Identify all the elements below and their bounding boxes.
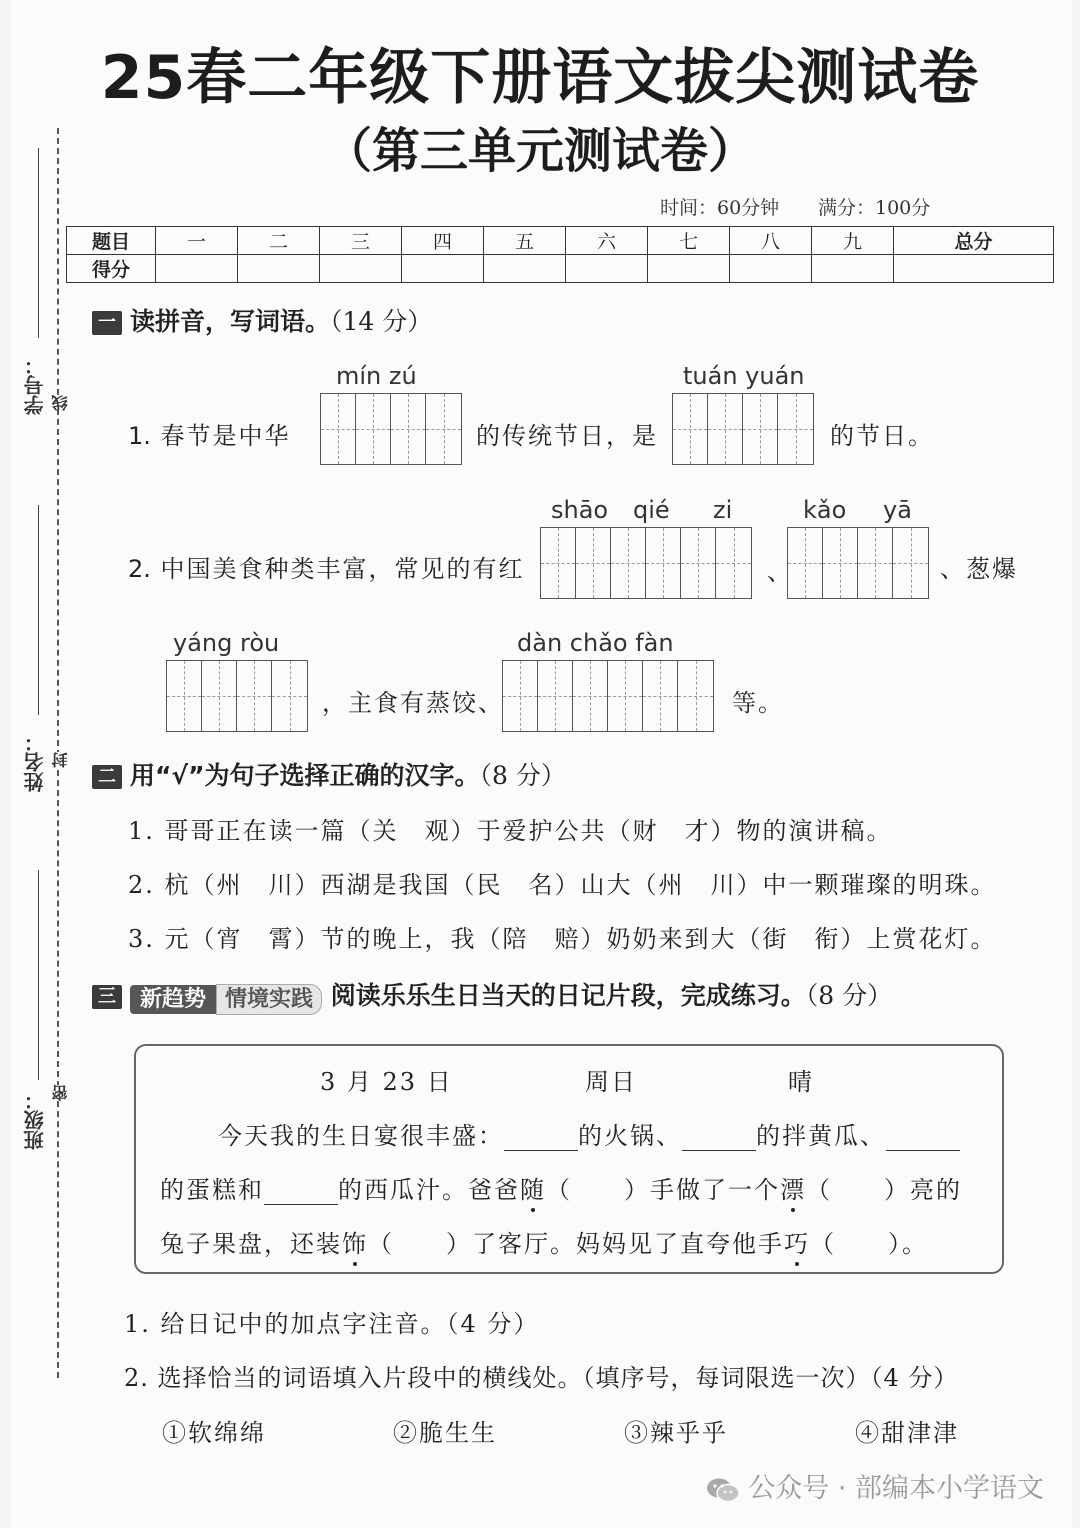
exam-title: 25春二年级下册语文拔尖测试卷 <box>100 43 980 113</box>
char-grid-danchaofan[interactable] <box>502 660 714 732</box>
char-cell[interactable] <box>237 661 272 731</box>
dotted-char: 巧 <box>784 1230 810 1258</box>
name-line[interactable] <box>38 505 39 715</box>
student-no-label: 学号： <box>23 355 47 415</box>
char-cell[interactable] <box>716 528 751 598</box>
score-header-cell: 七 <box>648 227 730 255</box>
question-text: 中国美食种类丰富，常见的有红 <box>160 555 525 583</box>
pinyin-minzu: mín zú <box>336 362 417 390</box>
diary-weather: 晴 <box>788 1068 814 1096</box>
char-grid-yangrou[interactable] <box>166 660 308 732</box>
score-cell[interactable] <box>730 255 812 283</box>
score-header-cell: 九 <box>812 227 894 255</box>
score-cell[interactable] <box>238 255 320 283</box>
question-text: 、 <box>767 558 793 586</box>
char-cell[interactable] <box>202 661 237 731</box>
diary-line-2 <box>160 1170 962 1205</box>
score-header-cell: 二 <box>238 227 320 255</box>
score-header-cell: 题目 <box>67 227 156 255</box>
student-no-line[interactable] <box>38 148 39 338</box>
char-cell[interactable] <box>823 528 858 598</box>
section-2-heading <box>92 756 566 792</box>
section-1-number: 一 <box>92 311 122 335</box>
char-cell[interactable] <box>391 394 426 464</box>
score-cell[interactable] <box>484 255 566 283</box>
score-table <box>66 226 1054 283</box>
char-cell[interactable] <box>541 528 576 598</box>
seal-mark-line: 线 <box>51 395 70 411</box>
score-header-cell: 总分 <box>894 227 1054 255</box>
char-cell[interactable] <box>893 528 928 598</box>
char-cell[interactable] <box>356 394 391 464</box>
section-3-question-1: 1. 给日记中的加点字注音。（4 分） <box>124 1310 540 1338</box>
dotted-char: 随 <box>520 1176 546 1204</box>
char-cell[interactable] <box>321 394 356 464</box>
pinyin-tuanyuan: tuán yuán <box>683 362 805 390</box>
section-2-item: 1. 哥哥正在读一篇（关 观）于爱护公共（财 才）物的演讲稿。 <box>128 817 893 845</box>
question-number: 2. <box>128 555 151 583</box>
name-label: 姓名： <box>23 732 47 792</box>
diary-text: （ ）了客厅。妈妈见了直夸他手 <box>368 1230 784 1258</box>
dotted-char: 漂 <box>780 1176 806 1204</box>
score-cell[interactable] <box>156 255 238 283</box>
section-1-title: 读拼音，写词语。 <box>130 307 331 336</box>
section-2-points: （8 分） <box>479 761 566 790</box>
char-cell[interactable] <box>573 661 608 731</box>
char-cell[interactable] <box>743 394 778 464</box>
section-2-title: 用“√”为句子选择正确的汉字。 <box>130 761 480 790</box>
score-cell[interactable] <box>648 255 730 283</box>
pinyin-shao: shāo <box>551 496 609 524</box>
diary-text: （ ）。 <box>810 1230 928 1258</box>
section-3-points: （8 分） <box>805 981 893 1010</box>
score-table-header-row <box>67 227 1054 255</box>
question-text: 春节是中华 <box>160 422 291 450</box>
char-cell[interactable] <box>788 528 823 598</box>
char-cell[interactable] <box>678 661 713 731</box>
section-2-number: 二 <box>92 765 122 789</box>
char-cell[interactable] <box>643 661 678 731</box>
char-cell[interactable] <box>646 528 681 598</box>
watermark-text: 公众号 · 部编本小学语文 <box>748 1473 1044 1504</box>
time-limit: 时间：60分钟 <box>660 197 780 219</box>
diary-text: （ ）手做了一个 <box>546 1176 780 1204</box>
trend-tag-practice: 情境实践 <box>216 984 322 1015</box>
question-text: 的传统节日，是 <box>476 422 658 450</box>
question-1-2 <box>128 549 525 584</box>
pinyin-zi: zi <box>713 496 733 524</box>
section-3-heading <box>92 976 892 1013</box>
diary-text: 的蛋糕和 <box>160 1176 264 1204</box>
char-cell[interactable] <box>778 394 813 464</box>
char-cell[interactable] <box>611 528 646 598</box>
option-4: ④甜津津 <box>855 1419 959 1447</box>
section-2-item: 2. 杭（州 川）西湖是我国（民 名）山大（州 川）中一颗璀璨的明珠。 <box>128 871 997 899</box>
char-grid-shaoqiezi[interactable] <box>540 527 752 599</box>
pinyin-ya: yā <box>883 496 912 524</box>
question-number: 1. <box>128 422 151 450</box>
section-1-points: （14 分） <box>330 307 433 336</box>
char-cell[interactable] <box>272 661 307 731</box>
score-row-label: 得分 <box>67 255 156 283</box>
option-2: ②脆生生 <box>393 1419 497 1447</box>
exam-subtitle: （第三单元测试卷） <box>323 123 756 179</box>
option-3: ③辣乎乎 <box>624 1419 728 1447</box>
score-header-cell: 六 <box>566 227 648 255</box>
char-cell[interactable] <box>167 661 202 731</box>
fill-blank[interactable] <box>504 1124 578 1151</box>
char-cell[interactable] <box>426 394 461 464</box>
class-label: 班级： <box>23 1090 47 1150</box>
trend-tag-new: 新趋势 <box>130 985 216 1014</box>
question-text: ，主食有蒸饺、 <box>322 689 504 717</box>
section-3-number: 三 <box>92 985 122 1009</box>
char-cell[interactable] <box>503 661 538 731</box>
class-line[interactable] <box>38 870 39 1080</box>
char-cell[interactable] <box>673 394 708 464</box>
question-text: 等。 <box>732 689 784 717</box>
char-grid-kaoya[interactable] <box>787 527 929 599</box>
char-grid-tuanyuan[interactable] <box>672 393 814 465</box>
score-header-cell: 一 <box>156 227 238 255</box>
seal-mark-mi: 密 <box>51 1085 70 1101</box>
score-header-cell: 三 <box>320 227 402 255</box>
diary-text: 的拌黄瓜、 <box>756 1122 886 1150</box>
score-header-cell: 四 <box>402 227 484 255</box>
score-cell[interactable] <box>402 255 484 283</box>
diary-text: 的西瓜汁。爸爸 <box>338 1176 520 1204</box>
seal-mark-feng: 封 <box>51 752 70 768</box>
option-1: ①软绵绵 <box>162 1419 266 1447</box>
pinyin-qie: qié <box>633 496 670 524</box>
section-2-item: 3. 元（宵 霄）节的晚上，我（陪 赔）奶奶来到大（街 衔）上赏花灯。 <box>128 925 997 953</box>
full-score: 满分：100分 <box>818 197 931 219</box>
score-cell[interactable] <box>812 255 894 283</box>
score-cell[interactable] <box>566 255 648 283</box>
score-header-cell: 八 <box>730 227 812 255</box>
char-cell[interactable] <box>708 394 743 464</box>
diary-line-3 <box>160 1224 928 1259</box>
diary-date: 3 月 23 日 <box>320 1068 453 1096</box>
watermark <box>706 1466 1044 1505</box>
score-header-cell: 五 <box>484 227 566 255</box>
fill-blank[interactable] <box>886 1124 960 1151</box>
char-cell[interactable] <box>608 661 643 731</box>
trend-tag <box>130 982 322 1013</box>
section-3-question-2: 2. 选择恰当的词语填入片段中的横线处。（填序号，每词限选一次）（4 分） <box>124 1364 959 1392</box>
question-text: 、葱爆 <box>940 555 1018 583</box>
question-1-1 <box>128 416 291 451</box>
diary-weekday: 周日 <box>585 1068 637 1096</box>
question-text: 的节日。 <box>830 422 934 450</box>
score-cell[interactable] <box>320 255 402 283</box>
diary-text: 兔子果盘，还装 <box>160 1230 342 1258</box>
wechat-icon <box>706 1477 740 1503</box>
section-1-heading <box>92 302 432 338</box>
char-grid-minzu[interactable] <box>320 393 462 465</box>
score-cell[interactable] <box>894 255 1054 283</box>
pinyin-danchaofan: dàn chǎo fàn <box>517 629 674 657</box>
char-cell[interactable] <box>576 528 611 598</box>
fill-blank[interactable] <box>264 1178 338 1205</box>
diary-text: （ ）亮的 <box>806 1176 962 1204</box>
char-cell[interactable] <box>538 661 573 731</box>
diary-text: 今天我的生日宴很丰盛： <box>218 1122 504 1150</box>
char-cell[interactable] <box>858 528 893 598</box>
diary-line-1 <box>218 1116 960 1151</box>
char-cell[interactable] <box>681 528 716 598</box>
fill-blank[interactable] <box>682 1124 756 1151</box>
score-table-score-row <box>67 255 1054 283</box>
diary-text: 的火锅、 <box>578 1122 682 1150</box>
pinyin-yangrou: yáng ròu <box>173 629 280 657</box>
dotted-char: 饰 <box>342 1230 368 1258</box>
pinyin-kao: kǎo <box>803 496 847 524</box>
section-3-title: 阅读乐乐生日当天的日记片段，完成练习。 <box>330 981 806 1010</box>
